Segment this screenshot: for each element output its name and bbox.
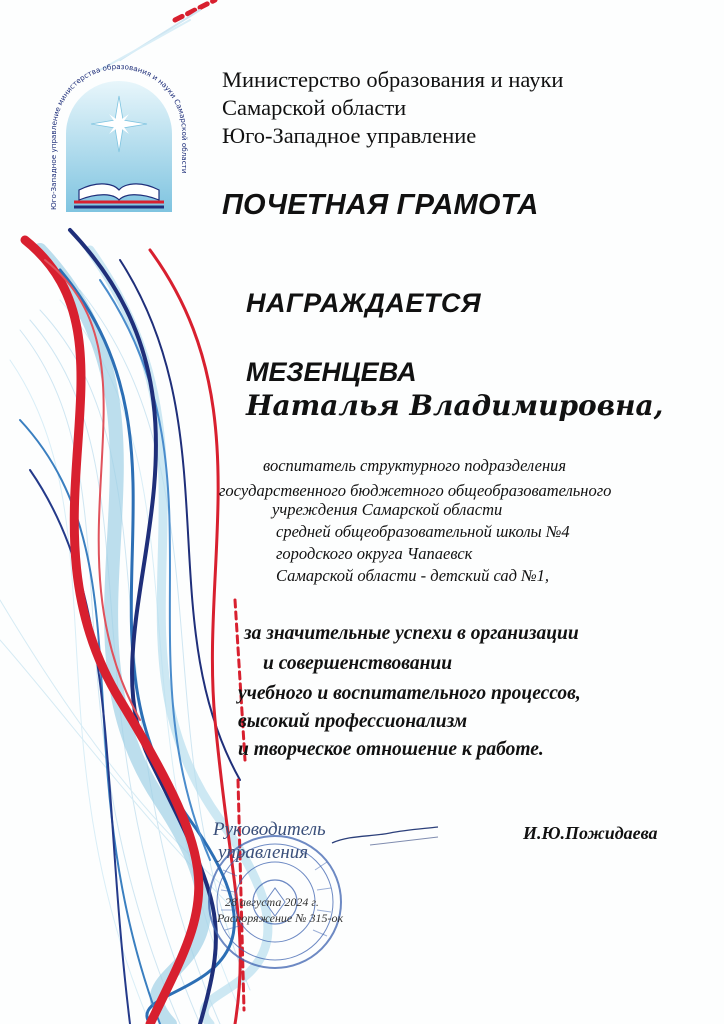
order-number: Распоряжение № 315-ок [217, 911, 344, 925]
awarded-label: НАГРАЖДАЕТСЯ [246, 288, 482, 318]
merit-line: высокий профессионализм [238, 711, 468, 732]
ministry-line: Министерство образования и науки [222, 67, 564, 92]
emblem-arc-text: Юго-Западное управление министерства образования и науки Самарской области [48, 62, 190, 210]
ministry-header [222, 66, 563, 150]
merit-line: и совершенствовании [263, 653, 453, 674]
position-line: городского округа Чапаевск [276, 544, 473, 563]
order-date: 28 августа 2024 г. [225, 895, 319, 909]
merit-line: за значительные успехи в организации [244, 623, 579, 644]
recipient-surname: МЕЗЕНЦЕВА [246, 357, 417, 387]
certificate-title: ПОЧЕТНАЯ ГРАМОТА [222, 189, 539, 221]
position-line: Самарской области - детский сад №1, [276, 566, 550, 585]
emblem-logo [44, 62, 194, 222]
position-line: государственного бюджетного общеобразовательного [219, 481, 612, 500]
signature-scribble [330, 815, 440, 855]
ministry-line: Самарской области [222, 95, 407, 120]
position-line: учреждения Самарской области [272, 500, 503, 519]
ministry-line: Юго-Западное управление [222, 123, 477, 148]
signer-role-line: управления [218, 842, 309, 863]
signer-name: И.Ю.Пожидаева [523, 823, 658, 843]
signer-role-line: Руководитель [213, 819, 326, 840]
position-line: средней общеобразовательной школы №4 [276, 522, 570, 541]
position-line: воспитатель структурного подразделения [263, 456, 567, 475]
merit-line: и творческое отношение к работе. [238, 739, 544, 760]
merit-line: учебного и воспитательного процессов, [238, 683, 581, 704]
recipient-given-names: Наталья Владимировна, [246, 389, 664, 422]
